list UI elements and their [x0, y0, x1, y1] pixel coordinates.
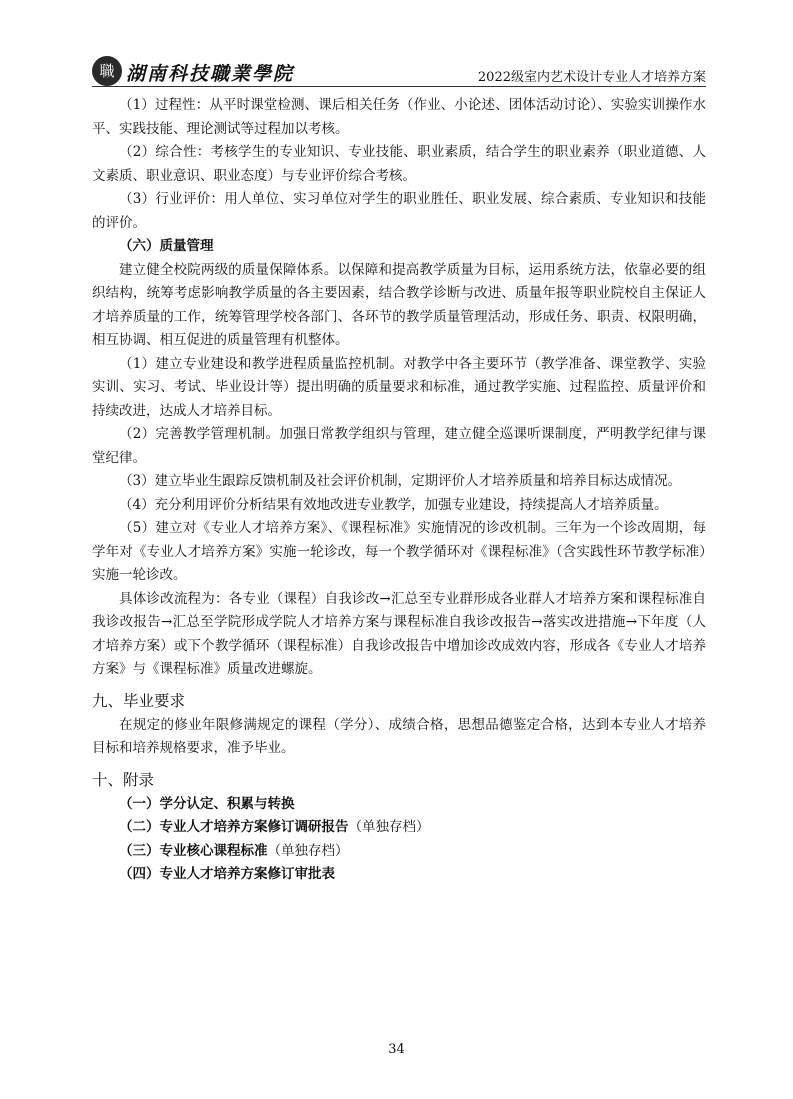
school-logo: 職 [92, 56, 122, 86]
paragraph: （3）建立毕业生跟踪反馈机制及社会评价机制，定期评价人才培养质量和培养目标达成情况。 [119, 473, 682, 489]
appendix-item [92, 840, 706, 864]
paragraph: 具体诊改流程为：各专业（课程）自我诊改→汇总至专业群形成各业群人才培养方案和课程标准自我诊改报告→汇总至学院形成学院人才培养方案与课程标准自我诊改报告→落实改进措施→下年度（人才培养方案）或下个教学循环（课程标准）自我诊改报告中增加诊改成效内容，形成各《专业人才培养方案》与《课程标准》质量改进螺旋。 [92, 590, 706, 677]
subsection-heading: （六）质量管理 [119, 238, 214, 254]
paragraph: （1）过程性：从平时课堂检测、课后相关任务（作业、小论述、团体活动讨论）、实验实训操作水平、实践技能、理论测试等过程加以考核。 [92, 97, 706, 137]
appendix-item [92, 793, 706, 817]
document-title: 2022级室内艺术设计专业人才培养方案 [477, 70, 706, 85]
header-divider [92, 86, 706, 87]
paragraph: （2）综合性：考核学生的专业知识、专业技能、职业素质，结合学生的职业素养（职业道德、人文素质、职业意识、职业态度）与专业评价综合考核。 [92, 144, 706, 184]
paragraph: （2）完善教学管理机制。加强日常教学组织与管理，建立健全巡课听课制度，严明教学纪律与课堂纪律。 [92, 426, 706, 466]
page-content [92, 94, 706, 887]
section-heading: 十、附录 [92, 770, 155, 789]
paragraph: （1）建立专业建设和教学进程质量监控机制。对教学中各主要环节（教学准备、课堂教学、实验实训、实习、考试、毕业设计等）提出明确的质量要求和标准，通过教学实施、过程监控、质量评价和持续改进，达成人才培养目标。 [92, 355, 706, 419]
paragraph: （4）充分利用评价分析结果有效地改进专业教学，加强专业建设，持续提高人才培养质量。 [119, 496, 668, 513]
appendix-item-title: （二）专业人才培养方案修订调研报告 [119, 819, 349, 835]
appendix-item-title: （一）学分认定、积累与转换 [119, 795, 295, 812]
section-heading: 九、毕业要求 [92, 691, 186, 710]
page-header [92, 56, 706, 88]
paragraph: （5）建立对《专业人才培养方案》、《课程标准》实施情况的诊改机制。三年为一个诊改周期，每学年对《专业人才培养方案》实施一轮诊改，每一个教学循环对《课程标准》（含实践性环节教学标准）实施一轮诊改。 [92, 520, 706, 583]
paragraph: 在规定的修业年限修满规定的课程（学分）、成绩合格，思想品德鉴定合格，达到本专业人才培养目标和培养规格要求，准予毕业。 [92, 716, 706, 756]
paragraph: （3）行业评价：用人单位、实习单位对学生的职业胜任、职业发展、综合素质、专业知识和技能的评价。 [92, 191, 706, 231]
appendix-item [92, 816, 706, 840]
appendix-item-note: （单独存档） [267, 842, 349, 859]
school-name: 湖南科技職業學院 [126, 63, 295, 85]
appendix-item-title: （四）专业人才培养方案修订审批表 [119, 866, 335, 882]
appendix-item [92, 863, 706, 887]
appendix-item-note: （单独存档） [348, 819, 430, 835]
paragraph: 建立健全校院两级的质量保障体系。以保障和提高教学质量为目标，运用系统方法，依靠必要的组织结构，统筹考虑影响教学质量的各主要因素，结合教学诊断与改进、质量年报等职业院校自主保证人才培养质量的工作，统筹管理学校各部门、各环节的教学质量管理活动，形成任务、职责、权限明确，相互协调、相互促进的质量管理有机整体。 [92, 261, 706, 348]
appendix-item-title: （三）专业核心课程标准 [119, 842, 268, 859]
page-number: 34 [388, 1042, 405, 1057]
